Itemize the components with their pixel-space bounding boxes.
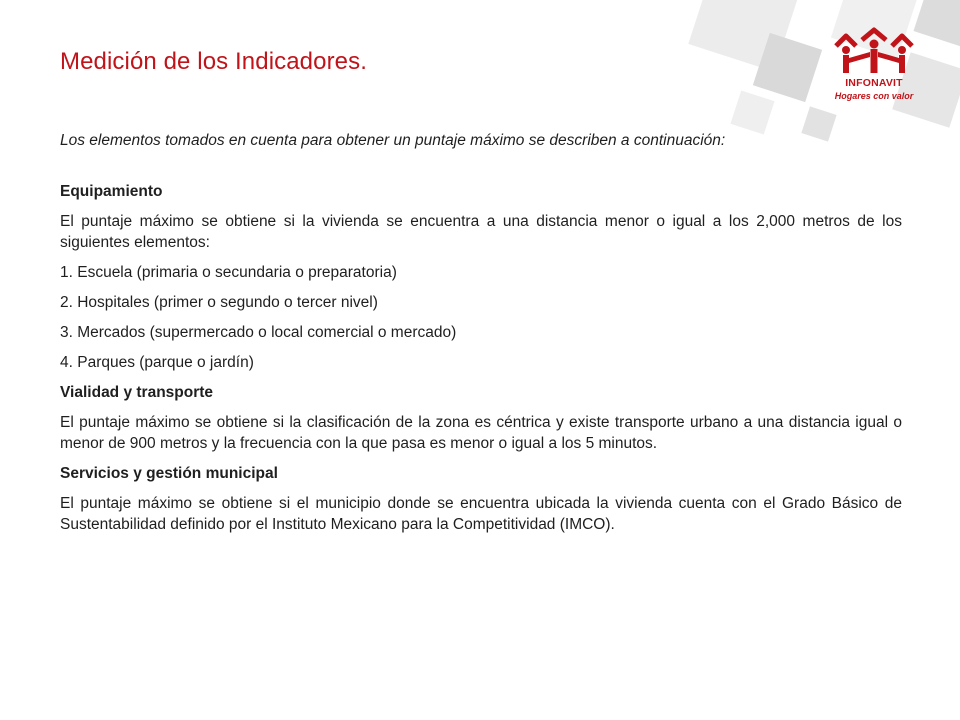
section-text-servicios: El puntaje máximo se obtiene si el municipio donde se encuentra ubicada la vivienda cuenta con el Grado Básico de Sustentabilidad definido por el Instituto Mexicano para la Competitividad (IMCO). [60, 495, 902, 533]
list-item: 2. Hospitales (primer o segundo o tercer nivel) [60, 294, 378, 311]
list-item: 1. Escuela (primaria o secundaria o preparatoria) [60, 264, 397, 281]
list-item: 4. Parques (parque o jardín) [60, 354, 254, 371]
logo-name: INFONAVIT [845, 77, 903, 89]
logo-tagline: Hogares con valor [834, 91, 914, 101]
list-item: 3. Mercados (supermercado o local comercial o mercado) [60, 324, 457, 341]
section-heading-servicios: Servicios y gestión municipal [60, 465, 278, 482]
section-heading-vialidad: Vialidad y transporte [60, 384, 214, 401]
slide-body [60, 130, 902, 544]
infonavit-logo [824, 26, 924, 102]
intro-text: Los elementos tomados en cuenta para obtener un puntaje máximo se describen a continuación: [60, 132, 726, 149]
section-text-equipamiento: El puntaje máximo se obtiene si la vivienda se encuentra a una distancia menor o igual a los 2,000 metros de los siguientes elementos: [60, 213, 902, 251]
house-figures-icon [832, 26, 916, 76]
page-title: Medición de los Indicadores. [60, 48, 367, 75]
section-heading-equipamiento: Equipamiento [60, 183, 163, 200]
section-text-vialidad: El puntaje máximo se obtiene si la clasificación de la zona es céntrica y existe transporte urbano a una distancia igual o menor de 900 metros y la frecuencia con la que pasa es menor o igual a los 5 minutos. [60, 414, 902, 452]
